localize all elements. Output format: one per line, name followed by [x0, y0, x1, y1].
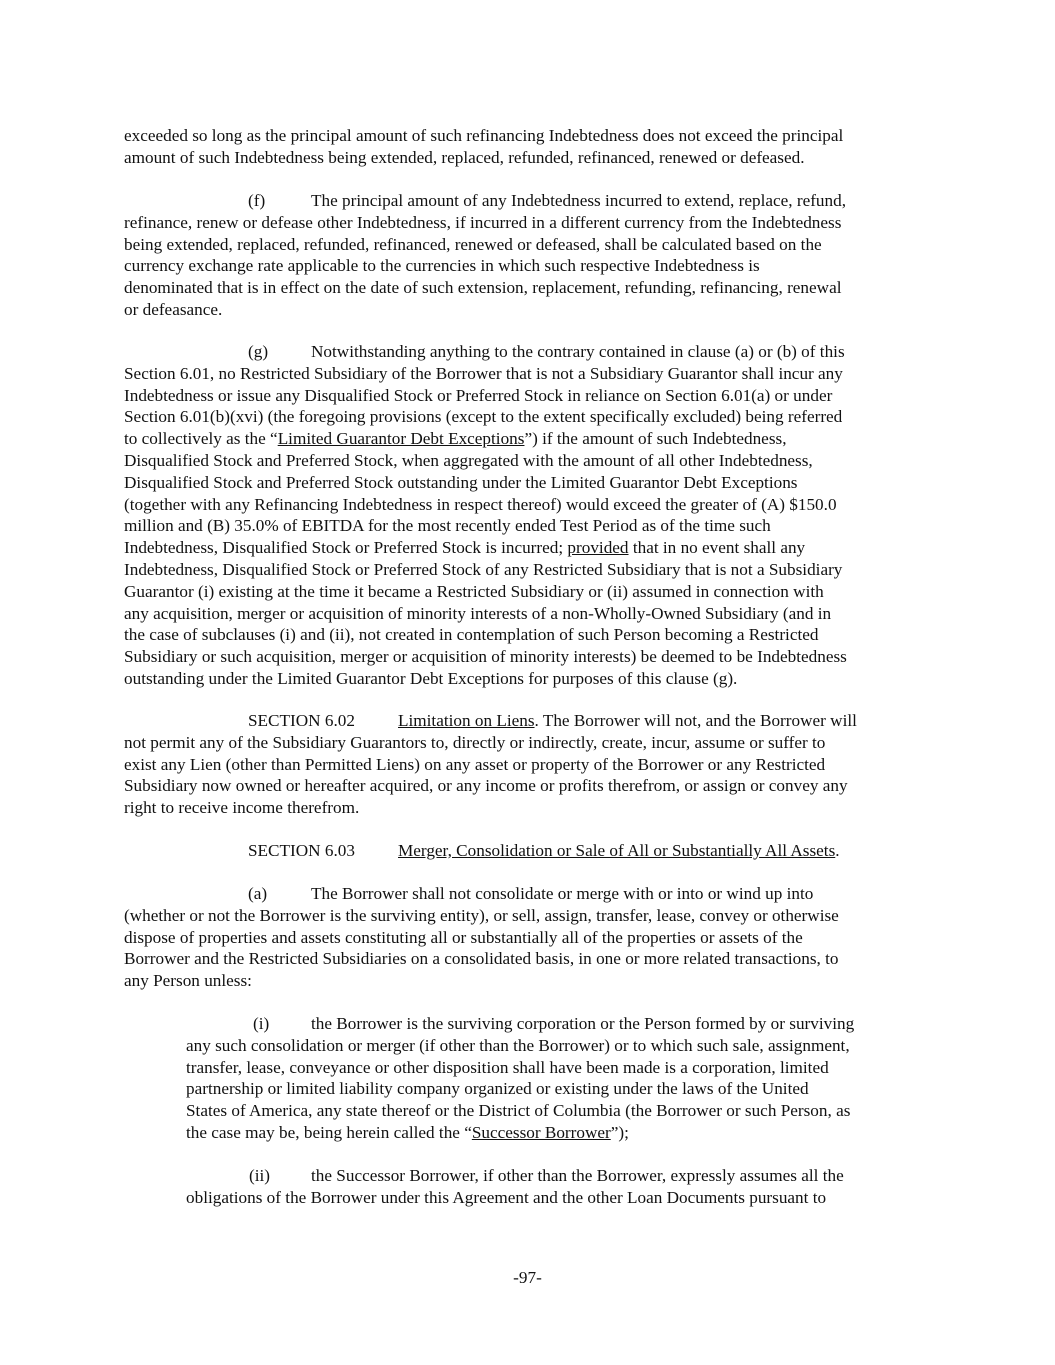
clause-label: (ii)	[249, 1166, 270, 1185]
clause-label: (g)	[248, 342, 269, 361]
clause-g: (g) Notwithstanding anything to the contrary contained in clause (a) or (b) of this Section 6.01, no Restricted Subsidiary of the Borrower that is not a Subsidiary Guarantor shall incur any Indebtedness or issue any Disqualified Stock or Preferred Stock in reliance on Section 6.01(a) or under Section 6.01(b)(xvi) (the foregoing provisions (except to the extent specifically excluded) being referred to collectively as the “Limited Guarantor Debt Exceptions”) if the amount of such Indebtedness, Disqualified Stock and Preferred Stock, when aggregated with the amount of all other Indebtedness, Disqualified Stock and Preferred Stock outstanding under the Limited Guarantor Debt Exceptions (together with any Refinancing Indebtedness in respect thereof) would exceed the greater of (A) $150.0 million and (B) 35.0% of EBITDA for the most recently ended Test Period as of the time such Indebtedness, Disqualified Stock or Preferred Stock is incurred; provided that in no event shall any Indebtedness, Disqualified Stock or Preferred Stock of any Restricted Subsidiary that is not a Subsidiary Guarantor (i) existing at the time it became a Restricted Subsidiary or (ii) assumed in connection with any acquisition, merger or acquisition of minority interests of a non-Wholly-Owned Subsidiary (and in the case of subclauses (i) and (ii), not created in contemplation of such Person becoming a Restricted Subsidiary or such acquisition, merger or acquisition of minority interests) be deemed to be Indebtedness outstanding under the Limited Guarantor Debt Exceptions for purposes of this clause (g).	[124, 342, 847, 688]
section-title: Merger, Consolidation or Sale of All or Substantially All Assets	[398, 841, 836, 860]
clause-label: (i)	[253, 1014, 270, 1033]
section-6-03-heading: SECTION 6.03 Merger, Consolidation or Sale of All or Substantially All Assets.	[248, 841, 840, 860]
defined-term: Successor Borrower	[471, 1122, 611, 1142]
clause-label: (f)	[248, 191, 266, 210]
provided-term: provided	[567, 538, 629, 558]
section-label: SECTION 6.02	[248, 711, 355, 730]
clause-label: (a)	[248, 884, 268, 903]
subclause-i: (i) the Borrower is the surviving corporation or the Person formed by or surviving any such consolidation or merger (if other than the Borrower) or to which such sale, assignment, transfer, lease, conveyance or other disposition shall have been made is a corporation, limited partnership or limited liability company organized or existing under the laws of the United States of America, any state thereof or the District of Columbia (the Borrower or such Person, as the case may be, being herein called the “Successor Borrower”);	[186, 1014, 855, 1142]
subclause-ii: (ii) the Successor Borrower, if other than the Borrower, expressly assumes all the obligations of the Borrower under this Agreement and the other Loan Documents pursuant to	[186, 1166, 844, 1207]
section-title: Limitation on Liens	[398, 711, 535, 730]
page-number: -97-	[513, 1268, 542, 1287]
section-6-02: SECTION 6.02 Limitation on Liens. The Borrower will not, and the Borrower will not permit any of the Subsidiary Guarantors to, directly or indirectly, create, incur, assume or suffer to exist any Lien (other than Permitted Liens) on any asset or property of the Borrower or any Restricted Subsidiary now owned or hereafter acquired, or any income or profits therefrom, or assign or convey any right to receive income therefrom.	[124, 711, 857, 818]
section-label: SECTION 6.03	[248, 841, 355, 860]
clause-f: (f) The principal amount of any Indebtedness incurred to extend, replace, refund, refinance, renew or defease other Indebtedness, if incurred in a different currency from the Indebtedness being extended, replaced, refunded, refinanced, renewed or defeased, shall be calculated based on the currency exchange rate applicable to the currencies in which such respective Indebtedness is denominated that is in effect on the date of such extension, replacement, refunding, refinancing, renewal or defeasance.	[124, 191, 846, 319]
defined-term: Limited Guarantor Debt Exceptions	[277, 429, 525, 449]
clause-a: (a) The Borrower shall not consolidate or merge with or into or wind up into (whether or not the Borrower is the surviving entity), or sell, assign, transfer, lease, convey or otherwise dispose of properties and assets constituting all or substantially all of the properties or assets of the Borrower and the Restricted Subsidiaries on a consolidated basis, in one or more related transactions, to any Person unless:	[124, 884, 839, 991]
continuation-paragraph: exceeded so long as the principal amount of such refinancing Indebtedness does not exceed the principal amount of such Indebtedness being extended, replaced, refunded, refinanced, renewed or defeased.	[124, 126, 844, 167]
